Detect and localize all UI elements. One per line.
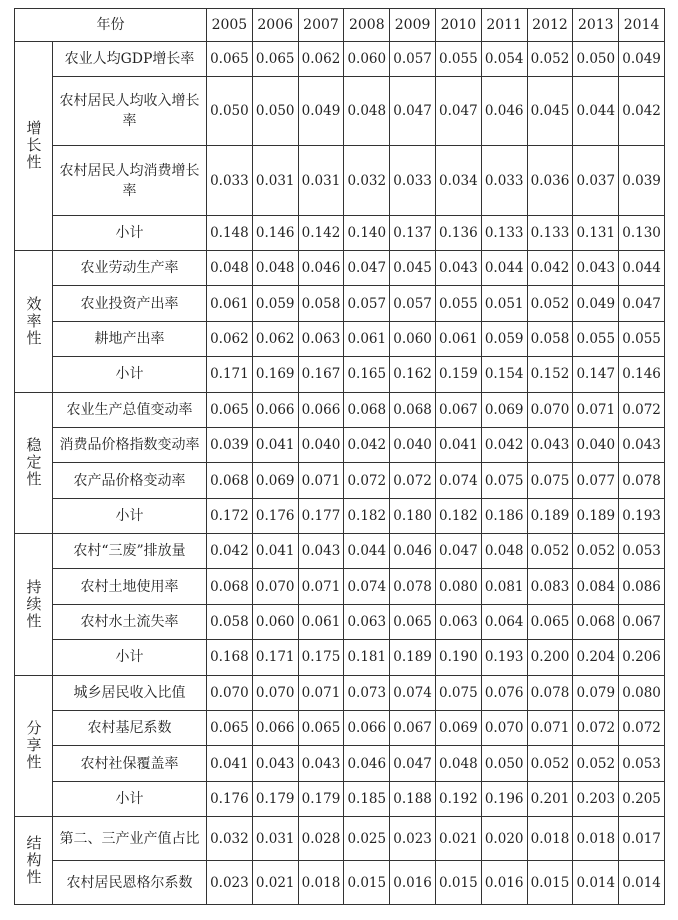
value-cell: 0.033 [207, 146, 253, 215]
value-cell: 0.045 [390, 250, 436, 285]
value-cell: 0.200 [527, 640, 573, 675]
value-cell: 0.171 [207, 357, 253, 392]
value-cell: 0.031 [252, 146, 298, 215]
value-cell: 0.071 [298, 675, 344, 710]
value-cell: 0.048 [344, 77, 390, 146]
value-cell: 0.072 [619, 392, 665, 427]
value-cell: 0.079 [573, 675, 619, 710]
value-cell: 0.182 [435, 498, 481, 533]
value-cell: 0.043 [298, 534, 344, 569]
value-cell: 0.018 [298, 861, 344, 905]
value-cell: 0.188 [390, 781, 436, 816]
table-row [15, 861, 665, 905]
value-cell: 0.065 [207, 392, 253, 427]
value-cell: 0.036 [527, 146, 573, 215]
indicator-name: 农业生产总值变动率 [53, 392, 207, 427]
value-cell: 0.070 [252, 569, 298, 604]
group-label: 持续性 [15, 534, 53, 676]
value-cell: 0.076 [481, 675, 527, 710]
value-cell: 0.016 [481, 861, 527, 905]
value-cell: 0.058 [298, 286, 344, 321]
value-cell: 0.043 [619, 427, 665, 462]
data-table [14, 8, 665, 905]
value-cell: 0.078 [527, 675, 573, 710]
value-cell: 0.031 [252, 817, 298, 861]
value-cell: 0.069 [435, 711, 481, 746]
table-row [15, 463, 665, 498]
value-cell: 0.046 [390, 534, 436, 569]
value-cell: 0.180 [390, 498, 436, 533]
value-cell: 0.068 [573, 604, 619, 639]
value-cell: 0.034 [435, 146, 481, 215]
value-cell: 0.039 [207, 427, 253, 462]
value-cell: 0.065 [252, 42, 298, 77]
value-cell: 0.080 [619, 675, 665, 710]
value-cell: 0.042 [344, 427, 390, 462]
value-cell: 0.054 [481, 42, 527, 77]
value-cell: 0.137 [390, 215, 436, 250]
table-row [15, 604, 665, 639]
value-cell: 0.031 [298, 146, 344, 215]
indicator-name: 农村社保覆盖率 [53, 746, 207, 781]
value-cell: 0.014 [573, 861, 619, 905]
year-header: 2012 [527, 9, 573, 42]
value-cell: 0.086 [619, 569, 665, 604]
value-cell: 0.065 [207, 42, 253, 77]
table-row [15, 781, 665, 816]
value-cell: 0.028 [298, 817, 344, 861]
table-row [15, 534, 665, 569]
table-row [15, 77, 665, 146]
value-cell: 0.179 [298, 781, 344, 816]
value-cell: 0.060 [252, 604, 298, 639]
value-cell: 0.133 [481, 215, 527, 250]
value-cell: 0.136 [435, 215, 481, 250]
value-cell: 0.182 [344, 498, 390, 533]
value-cell: 0.066 [252, 711, 298, 746]
value-cell: 0.050 [573, 42, 619, 77]
value-cell: 0.041 [252, 427, 298, 462]
value-cell: 0.181 [344, 640, 390, 675]
value-cell: 0.049 [298, 77, 344, 146]
value-cell: 0.041 [435, 427, 481, 462]
value-cell: 0.189 [527, 498, 573, 533]
value-cell: 0.018 [573, 817, 619, 861]
table-row [15, 817, 665, 861]
value-cell: 0.044 [619, 250, 665, 285]
table-row [15, 427, 665, 462]
header-row [15, 9, 665, 42]
value-cell: 0.050 [252, 77, 298, 146]
value-cell: 0.045 [527, 77, 573, 146]
value-cell: 0.075 [481, 463, 527, 498]
table-row [15, 146, 665, 215]
year-header: 2014 [619, 9, 665, 42]
value-cell: 0.050 [481, 746, 527, 781]
value-cell: 0.021 [252, 861, 298, 905]
value-cell: 0.033 [390, 146, 436, 215]
value-cell: 0.023 [207, 861, 253, 905]
value-cell: 0.047 [390, 746, 436, 781]
value-cell: 0.055 [619, 321, 665, 356]
value-cell: 0.179 [252, 781, 298, 816]
value-cell: 0.032 [207, 817, 253, 861]
value-cell: 0.186 [481, 498, 527, 533]
value-cell: 0.052 [573, 534, 619, 569]
indicator-name: 第二、三产业产值占比 [53, 817, 207, 861]
value-cell: 0.162 [390, 357, 436, 392]
value-cell: 0.078 [390, 569, 436, 604]
value-cell: 0.061 [344, 321, 390, 356]
indicator-name: 农业劳动生产率 [53, 250, 207, 285]
indicator-name: 农村“三废”排放量 [53, 534, 207, 569]
value-cell: 0.055 [573, 321, 619, 356]
value-cell: 0.059 [481, 321, 527, 356]
indicator-name: 农村基尼系数 [53, 711, 207, 746]
value-cell: 0.043 [298, 746, 344, 781]
year-header: 2010 [435, 9, 481, 42]
value-cell: 0.193 [481, 640, 527, 675]
value-cell: 0.061 [207, 286, 253, 321]
value-cell: 0.052 [527, 286, 573, 321]
value-cell: 0.067 [619, 604, 665, 639]
value-cell: 0.204 [573, 640, 619, 675]
indicator-name: 农村居民恩格尔系数 [53, 861, 207, 905]
value-cell: 0.063 [298, 321, 344, 356]
indicator-name: 农村居民人均消费增长率 [53, 146, 207, 215]
value-cell: 0.048 [435, 746, 481, 781]
value-cell: 0.053 [619, 534, 665, 569]
value-cell: 0.058 [527, 321, 573, 356]
group-label: 效率性 [15, 250, 53, 392]
value-cell: 0.069 [481, 392, 527, 427]
value-cell: 0.062 [252, 321, 298, 356]
table-row [15, 357, 665, 392]
value-cell: 0.052 [573, 746, 619, 781]
value-cell: 0.046 [344, 746, 390, 781]
value-cell: 0.131 [573, 215, 619, 250]
subtotal-label: 小计 [53, 357, 207, 392]
value-cell: 0.043 [252, 746, 298, 781]
subtotal-label: 小计 [53, 640, 207, 675]
table-row [15, 640, 665, 675]
value-cell: 0.042 [207, 534, 253, 569]
group-label: 稳定性 [15, 392, 53, 534]
indicator-name: 农业投资产出率 [53, 286, 207, 321]
value-cell: 0.077 [573, 463, 619, 498]
value-cell: 0.041 [207, 746, 253, 781]
value-cell: 0.176 [207, 781, 253, 816]
value-cell: 0.041 [252, 534, 298, 569]
indicator-name: 农村居民人均收入增长率 [53, 77, 207, 146]
value-cell: 0.078 [619, 463, 665, 498]
value-cell: 0.066 [298, 392, 344, 427]
value-cell: 0.146 [252, 215, 298, 250]
value-cell: 0.043 [527, 427, 573, 462]
value-cell: 0.152 [527, 357, 573, 392]
group-label: 分享性 [15, 675, 53, 817]
value-cell: 0.047 [435, 534, 481, 569]
table-row [15, 215, 665, 250]
value-cell: 0.058 [207, 604, 253, 639]
table-row [15, 746, 665, 781]
value-cell: 0.068 [207, 569, 253, 604]
value-cell: 0.062 [298, 42, 344, 77]
value-cell: 0.065 [207, 711, 253, 746]
value-cell: 0.084 [573, 569, 619, 604]
value-cell: 0.052 [527, 746, 573, 781]
year-header: 2013 [573, 9, 619, 42]
value-cell: 0.065 [298, 711, 344, 746]
value-cell: 0.083 [527, 569, 573, 604]
value-cell: 0.042 [527, 250, 573, 285]
value-cell: 0.063 [344, 604, 390, 639]
value-cell: 0.072 [619, 711, 665, 746]
value-cell: 0.063 [435, 604, 481, 639]
value-cell: 0.067 [390, 711, 436, 746]
value-cell: 0.049 [573, 286, 619, 321]
value-cell: 0.065 [527, 604, 573, 639]
value-cell: 0.070 [207, 675, 253, 710]
value-cell: 0.051 [481, 286, 527, 321]
value-cell: 0.021 [435, 817, 481, 861]
value-cell: 0.081 [481, 569, 527, 604]
value-cell: 0.176 [252, 498, 298, 533]
indicator-name: 农产品价格变动率 [53, 463, 207, 498]
value-cell: 0.014 [619, 861, 665, 905]
value-cell: 0.189 [390, 640, 436, 675]
value-cell: 0.048 [252, 250, 298, 285]
value-cell: 0.047 [435, 77, 481, 146]
subtotal-label: 小计 [53, 215, 207, 250]
table-row [15, 392, 665, 427]
value-cell: 0.172 [207, 498, 253, 533]
value-cell: 0.069 [252, 463, 298, 498]
value-cell: 0.206 [619, 640, 665, 675]
value-cell: 0.060 [390, 321, 436, 356]
year-header: 2009 [390, 9, 436, 42]
value-cell: 0.177 [298, 498, 344, 533]
year-header: 2007 [298, 9, 344, 42]
value-cell: 0.154 [481, 357, 527, 392]
value-cell: 0.055 [435, 42, 481, 77]
value-cell: 0.072 [390, 463, 436, 498]
value-cell: 0.080 [435, 569, 481, 604]
value-cell: 0.148 [207, 215, 253, 250]
value-cell: 0.073 [344, 675, 390, 710]
value-cell: 0.147 [573, 357, 619, 392]
value-cell: 0.046 [481, 77, 527, 146]
value-cell: 0.165 [344, 357, 390, 392]
value-cell: 0.185 [344, 781, 390, 816]
year-header: 2011 [481, 9, 527, 42]
value-cell: 0.061 [435, 321, 481, 356]
value-cell: 0.043 [435, 250, 481, 285]
value-cell: 0.130 [619, 215, 665, 250]
value-cell: 0.169 [252, 357, 298, 392]
value-cell: 0.075 [527, 463, 573, 498]
group-label: 结构性 [15, 817, 53, 905]
group-label: 增长性 [15, 42, 53, 251]
value-cell: 0.057 [344, 286, 390, 321]
indicator-name: 农村土地使用率 [53, 569, 207, 604]
value-cell: 0.048 [207, 250, 253, 285]
value-cell: 0.049 [619, 42, 665, 77]
value-cell: 0.159 [435, 357, 481, 392]
value-cell: 0.065 [390, 604, 436, 639]
value-cell: 0.062 [207, 321, 253, 356]
value-cell: 0.047 [619, 286, 665, 321]
value-cell: 0.015 [527, 861, 573, 905]
table-row [15, 498, 665, 533]
value-cell: 0.047 [390, 77, 436, 146]
value-cell: 0.050 [207, 77, 253, 146]
value-cell: 0.066 [344, 711, 390, 746]
value-cell: 0.040 [390, 427, 436, 462]
value-cell: 0.044 [481, 250, 527, 285]
value-cell: 0.074 [435, 463, 481, 498]
value-cell: 0.070 [252, 675, 298, 710]
value-cell: 0.042 [619, 77, 665, 146]
value-cell: 0.072 [344, 463, 390, 498]
value-cell: 0.042 [481, 427, 527, 462]
value-cell: 0.068 [344, 392, 390, 427]
value-cell: 0.142 [298, 215, 344, 250]
value-cell: 0.040 [573, 427, 619, 462]
value-cell: 0.057 [390, 42, 436, 77]
year-header: 2008 [344, 9, 390, 42]
value-cell: 0.064 [481, 604, 527, 639]
value-cell: 0.140 [344, 215, 390, 250]
subtotal-label: 小计 [53, 781, 207, 816]
value-cell: 0.146 [619, 357, 665, 392]
value-cell: 0.175 [298, 640, 344, 675]
value-cell: 0.060 [344, 42, 390, 77]
value-cell: 0.052 [527, 42, 573, 77]
value-cell: 0.203 [573, 781, 619, 816]
value-cell: 0.071 [527, 711, 573, 746]
value-cell: 0.071 [573, 392, 619, 427]
value-cell: 0.040 [298, 427, 344, 462]
value-cell: 0.068 [207, 463, 253, 498]
value-cell: 0.072 [573, 711, 619, 746]
table-row [15, 286, 665, 321]
value-cell: 0.068 [390, 392, 436, 427]
value-cell: 0.055 [435, 286, 481, 321]
value-cell: 0.070 [527, 392, 573, 427]
value-cell: 0.015 [344, 861, 390, 905]
value-cell: 0.017 [619, 817, 665, 861]
value-cell: 0.074 [344, 569, 390, 604]
value-cell: 0.061 [298, 604, 344, 639]
value-cell: 0.023 [390, 817, 436, 861]
value-cell: 0.057 [390, 286, 436, 321]
value-cell: 0.167 [298, 357, 344, 392]
value-cell: 0.196 [481, 781, 527, 816]
value-cell: 0.070 [481, 711, 527, 746]
value-cell: 0.039 [619, 146, 665, 215]
table-row [15, 42, 665, 77]
value-cell: 0.018 [527, 817, 573, 861]
value-cell: 0.189 [573, 498, 619, 533]
value-cell: 0.075 [435, 675, 481, 710]
value-cell: 0.046 [298, 250, 344, 285]
table-row [15, 250, 665, 285]
indicator-name: 农村水土流失率 [53, 604, 207, 639]
value-cell: 0.071 [298, 463, 344, 498]
value-cell: 0.032 [344, 146, 390, 215]
value-cell: 0.015 [435, 861, 481, 905]
indicator-name: 城乡居民收入比值 [53, 675, 207, 710]
indicator-name: 消费品价格指数变动率 [53, 427, 207, 462]
value-cell: 0.044 [344, 534, 390, 569]
indicator-name: 农业人均GDP增长率 [53, 42, 207, 77]
table-row [15, 711, 665, 746]
table-row [15, 321, 665, 356]
year-header: 2006 [252, 9, 298, 42]
year-header-label: 年份 [15, 9, 207, 42]
value-cell: 0.066 [252, 392, 298, 427]
table-row [15, 569, 665, 604]
value-cell: 0.053 [619, 746, 665, 781]
value-cell: 0.043 [573, 250, 619, 285]
value-cell: 0.037 [573, 146, 619, 215]
value-cell: 0.059 [252, 286, 298, 321]
value-cell: 0.201 [527, 781, 573, 816]
value-cell: 0.133 [527, 215, 573, 250]
value-cell: 0.016 [390, 861, 436, 905]
table-row [15, 675, 665, 710]
value-cell: 0.067 [435, 392, 481, 427]
subtotal-label: 小计 [53, 498, 207, 533]
value-cell: 0.025 [344, 817, 390, 861]
value-cell: 0.193 [619, 498, 665, 533]
value-cell: 0.192 [435, 781, 481, 816]
value-cell: 0.020 [481, 817, 527, 861]
value-cell: 0.044 [573, 77, 619, 146]
value-cell: 0.047 [344, 250, 390, 285]
value-cell: 0.048 [481, 534, 527, 569]
value-cell: 0.071 [298, 569, 344, 604]
year-header: 2005 [207, 9, 253, 42]
value-cell: 0.171 [252, 640, 298, 675]
value-cell: 0.190 [435, 640, 481, 675]
indicator-name: 耕地产出率 [53, 321, 207, 356]
value-cell: 0.033 [481, 146, 527, 215]
value-cell: 0.205 [619, 781, 665, 816]
value-cell: 0.074 [390, 675, 436, 710]
value-cell: 0.168 [207, 640, 253, 675]
value-cell: 0.052 [527, 534, 573, 569]
